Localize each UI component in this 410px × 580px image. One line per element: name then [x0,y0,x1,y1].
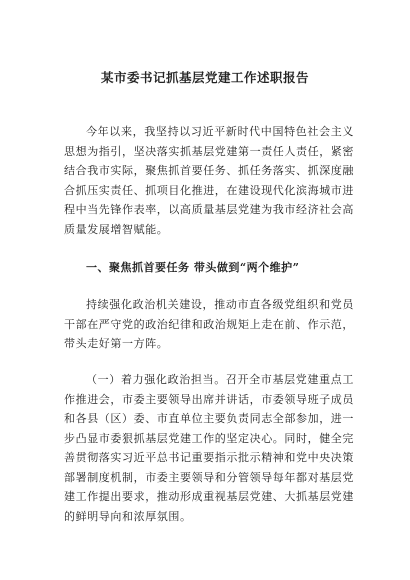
intro-paragraph: 今年以来，我坚持以习近平新时代中国特色社会主义思想为指引，坚决落实抓基层党建第一责任人责任，紧密结合我市实际，聚焦抓首要任务、抓任务落实、抓深度融合抓压实责任、抓项目化推进，在建设现代化滨海城市进程中当先锋作表率，以高质量基层党建为我市经济社会高质量发展增智赋能。 [64,125,354,236]
section-heading: 一、聚焦抓首要任务 带头做到“两个维护” [86,261,300,274]
document-title: 某市委书记抓基层党建工作述职报告 [100,70,309,85]
subsection-paragraph: （一）着力强化政治担当。召开全市基层党建重点工作推进会，市委主要领导出席并讲话，市委领导班子成员和各县（区）委、市直单位主要负责同志全部参加，进一步凸显市委狠抓基层党建工作的坚定决心。同时，健全完善贯彻落实习近平总书记重要指示批示精神和党中央决策部署制度机制，市委主要领导和分管领导每年都对基层党建工作提出要求，推动形成重视基层党建、大抓基层党建的鲜明导向和浓厚氛围。 [64,373,354,523]
section-paragraph: 持续强化政治机关建设，推动市直各级党组织和党员干部在严守党的政治纪律和政治规矩上走在前、作示范，带头走好第一方阵。 [64,298,354,350]
